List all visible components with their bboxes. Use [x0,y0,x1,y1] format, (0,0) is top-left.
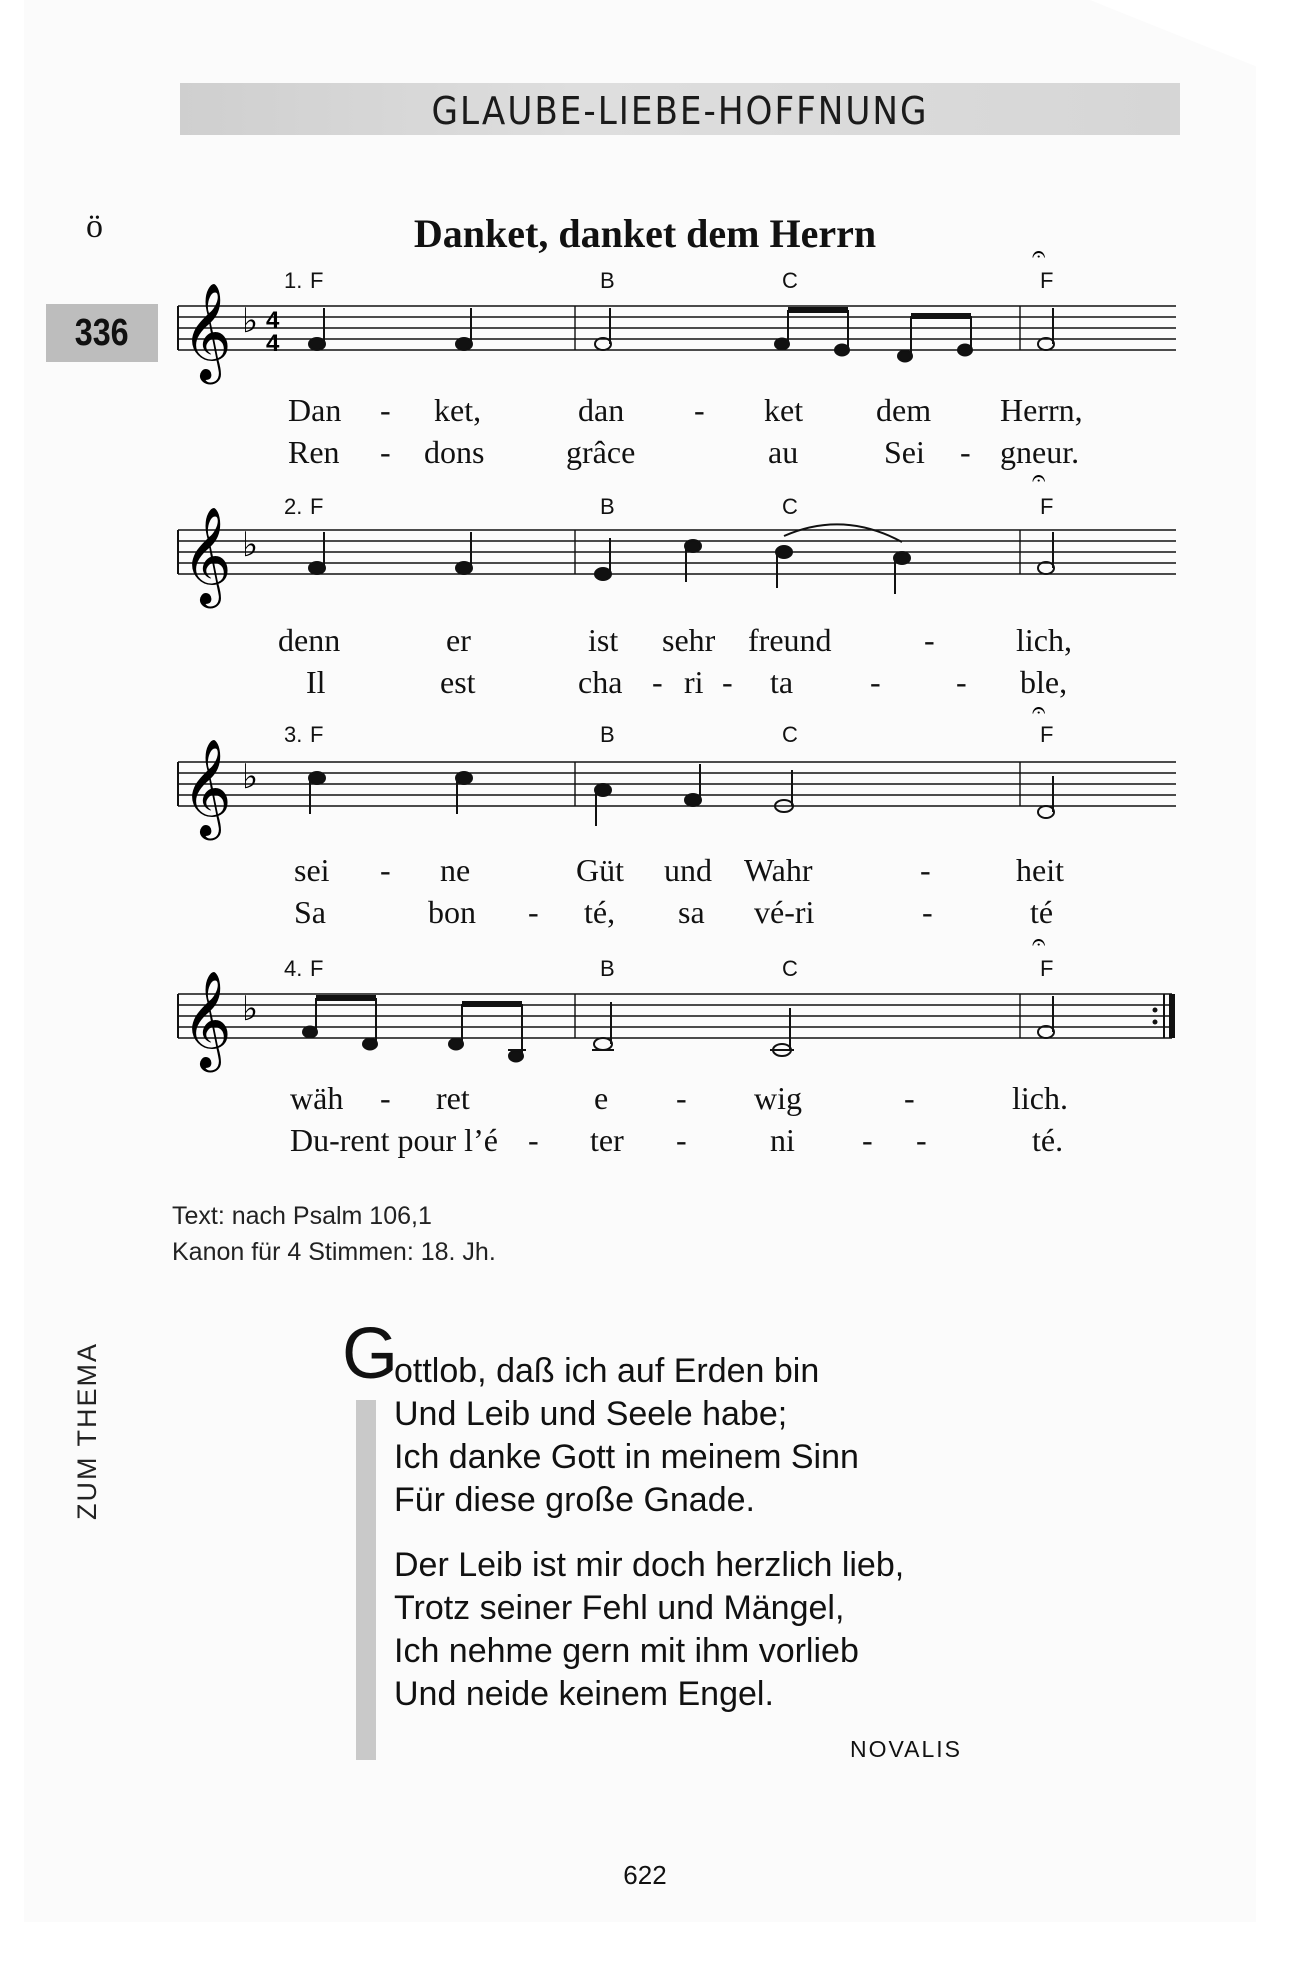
note [456,338,472,350]
section-header [180,83,1180,135]
lyric-syllable: Ren [288,434,340,470]
note [309,338,325,350]
lyric-syllable: - [956,664,967,700]
lyric-syllable: - [528,894,539,930]
note [685,540,701,552]
lyric-syllable: - [380,434,391,470]
lyric-syllable: - [676,1080,687,1116]
note [898,351,912,362]
note [776,546,792,558]
note [775,339,789,350]
lyric-syllable: dem [876,392,932,428]
poem-drop-cap: G [342,1314,399,1394]
note [363,1039,377,1050]
lyric-syllable: cha [578,664,623,700]
lyric-syllable: gneur. [1000,434,1080,470]
poem-line: Ich danke Gott in meinem Sinn [394,1438,859,1476]
lyric-syllable: - [652,664,663,700]
note [309,562,325,574]
note [1038,1026,1054,1038]
lyric-syllable: Il [306,664,326,700]
lyric-syllable: denn [278,622,341,658]
ecumenical-marker: ö [86,208,103,245]
lyric-syllable: er [446,622,471,658]
note [309,772,325,784]
lyric-syllable: ket, [434,392,482,428]
lyric-syllable: ble, [1020,664,1068,700]
chord-label: F [310,956,324,981]
lyric-syllable: e [594,1080,609,1116]
song-title: Danket, danket dem Herrn [413,211,877,256]
lyric-syllable: - [904,1080,915,1116]
lyric-syllable: - [862,1122,873,1158]
music-staff [0,930,1290,1080]
chord-label: F [310,494,324,519]
chord-label: F [1040,956,1054,981]
lyric-syllable: - [380,852,391,888]
poem-line: Und Leib und Seele habe; [394,1395,788,1433]
lyric-syllable: - [694,392,705,428]
lyric-syllable: vé-ri [754,894,815,930]
treble-clef-icon: 𝄞 [182,738,232,836]
chord-label: C [782,722,798,747]
lyric-syllable: té. [1032,1122,1064,1158]
text-source-credit: Text: nach Psalm 106,1 [172,1202,432,1230]
note [594,1038,612,1050]
lyric-syllable: heit [1016,852,1064,888]
lyric-syllable: ne [440,852,471,888]
flat-sign-icon: ♭ [242,989,259,1029]
page-number: 622 [623,1860,667,1890]
lyric-syllable: Herrn, [1000,392,1083,428]
lyric-syllable: - [528,1122,539,1158]
note [1038,562,1054,574]
lyric-syllable: - [676,1122,687,1158]
folded-corner [1090,0,1290,80]
section-title: GLAUBE-LIEBE-HOFFNUNG [431,89,929,133]
note [449,1039,463,1050]
note [1038,806,1054,818]
note [595,338,611,350]
note [595,784,611,796]
lyric-syllable: freund [748,622,832,658]
chord-label: F [1040,494,1054,519]
song-number: 336 [75,311,129,354]
lyric-syllable: ket [764,392,804,428]
lyric-syllable: Sei [884,434,925,470]
chord-label: C [782,494,798,519]
poem-line: Der Leib ist mir doch herzlich lieb, [394,1546,905,1584]
chord-label: B [600,956,615,981]
lyric-syllable: lich, [1016,622,1072,658]
lyric-syllable: ni [770,1122,795,1158]
chord-label: B [600,722,615,747]
lyric-syllable: - [924,622,935,658]
note [456,562,472,574]
lyric-syllable: wäh [290,1080,344,1116]
chord-label: F [310,722,324,747]
poem-line: Und neide keinem Engel. [394,1675,774,1713]
flat-sign-icon: ♭ [242,757,259,797]
treble-clef-icon: 𝄞 [182,506,232,604]
lyric-syllable: ist [588,622,619,658]
fermata-icon: 𝄐 [1032,696,1046,724]
poem-line: Trotz seiner Fehl und Mängel, [394,1589,845,1627]
chord-label: F [310,268,324,293]
chord-label: C [782,268,798,293]
lyric-syllable: sei [294,852,330,888]
part-number: 1. [284,268,303,293]
lyric-syllable: sehr [662,622,716,658]
lyric-syllable: dan [578,392,625,428]
poem-author: NOVALIS [850,1736,962,1762]
music-staff [0,240,1290,380]
note [1038,338,1054,350]
lyric-syllable: Sa [294,894,326,930]
fermata-icon: 𝄐 [1032,464,1046,492]
lyric-syllable: - [920,852,931,888]
side-label: ZUM THEMA [72,1342,102,1520]
lyric-syllable: - [916,1122,927,1158]
lyric-syllable: - [722,664,733,700]
time-signature-bottom: 4 [266,330,280,357]
note [685,794,701,806]
treble-clef-icon: 𝄞 [182,970,232,1068]
chord-label: F [1040,268,1054,293]
part-number: 2. [284,494,303,519]
lyric-syllable: au [768,434,799,470]
poem-line: Ich nehme gern mit ihm vorlieb [394,1632,859,1670]
lyric-syllable: sa [678,894,705,930]
repeat-dot [1153,1020,1158,1025]
lyric-syllable: té [1030,894,1054,930]
chord-label: B [600,494,615,519]
chord-label: C [782,956,798,981]
note [835,345,849,356]
chord-label: F [1040,722,1054,747]
lyric-syllable: ri [684,664,704,700]
flat-sign-icon: ♭ [242,301,259,341]
fermata-icon: 𝄐 [1032,928,1046,956]
lyric-syllable: ter [590,1122,624,1158]
lyric-syllable: ta [770,664,794,700]
chord-label: B [600,268,615,293]
note [509,1051,523,1062]
lyric-syllable: té, [584,894,616,930]
flat-sign-icon: ♭ [242,525,259,565]
lyric-syllable: ret [436,1080,470,1116]
lyric-syllable: Dan [288,392,342,428]
lyric-syllable: dons [424,434,485,470]
lyric-syllable: - [380,392,391,428]
music-staff [0,464,1290,610]
lyric-syllable: est [440,664,476,700]
slur [784,524,902,542]
lyric-syllable: grâce [566,434,636,470]
treble-clef-icon: 𝄞 [182,282,232,380]
poem-accent-bar [356,1400,376,1760]
lyric-syllable: Du-rent pour l’é [290,1122,498,1158]
note [894,552,910,564]
lyric-syllable: - [960,434,971,470]
note [456,772,472,784]
poem-line: ottlob, daß ich auf Erden bin [394,1352,820,1390]
part-number: 4. [284,956,303,981]
fermata-icon: 𝄐 [1032,240,1046,268]
lyric-syllable: wig [754,1080,802,1116]
lyric-syllable: lich. [1012,1080,1068,1116]
lyric-syllable: - [922,894,933,930]
lyric-syllable: bon [428,894,476,930]
repeat-dot [1153,1008,1158,1013]
lyric-syllable: - [870,664,881,700]
lyric-syllable: Wahr [744,852,813,888]
note [595,568,611,580]
note [958,345,972,356]
lyric-syllable: - [380,1080,391,1116]
music-staff [0,696,1290,840]
note [303,1027,317,1038]
part-number: 3. [284,722,303,747]
lyric-syllable: und [664,852,712,888]
time-signature-top: 4 [266,307,280,334]
lyric-syllable: Güt [576,852,624,888]
canon-credit: Kanon für 4 Stimmen: 18. Jh. [172,1238,496,1266]
poem-line: Für diese große Gnade. [394,1481,755,1519]
